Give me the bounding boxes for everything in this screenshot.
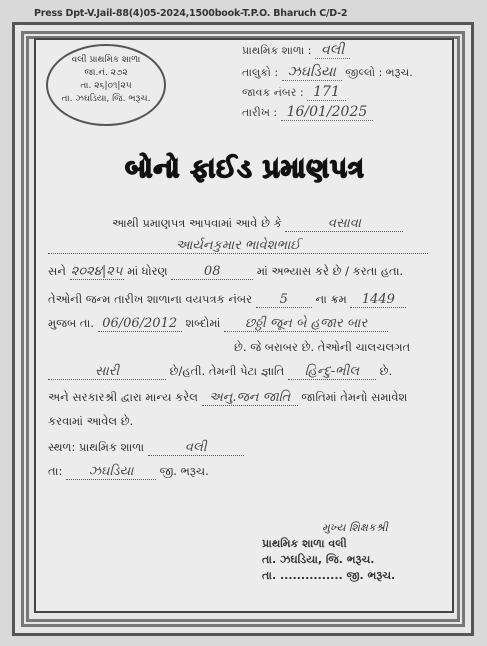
place-label: સ્થળ: પ્રાથમિક શાળા	[48, 440, 145, 454]
subcaste-label: છે/હતી. તેમની પેટા જ્ઞાતિ	[169, 364, 285, 378]
headmaster-signature: મુખ્ય શિક્ષકશ્રી	[322, 521, 388, 534]
studying-text: માં અભ્યાસ કરે છે / કરતા હતા.	[256, 264, 404, 278]
body-line-2	[48, 238, 428, 254]
press-line: Press Dpt-V.Jail-88(4)05-2024,1500book-T.P.O. Bharuch C/D-2	[34, 8, 348, 19]
register-text: તેઓની જન્મ તારીખ શાળાના વયપત્રક નંબર	[48, 292, 253, 306]
seal-number: જા.નં. ૨૭૨	[84, 68, 128, 78]
register-number-value: 5	[256, 292, 312, 308]
student-name-value: આર્યનકુમાર ભાવેશભાઈ	[48, 238, 428, 254]
school-row	[242, 42, 350, 58]
stamp-school: પ્રાથમિક શાળા વલી	[262, 537, 347, 550]
taluka-footer-label: તા:	[48, 464, 63, 478]
serial-number-value: 1449	[350, 292, 406, 308]
stamp-address: તા. ઝઘડિયા, જિ. ભરૂચ.	[262, 553, 375, 566]
place-value: વલી	[148, 440, 244, 456]
category-label: અને સરકારશ્રી દ્વારા માન્ય કરેલ	[48, 390, 198, 404]
dob-value: 06/06/2012	[98, 316, 182, 332]
body-line-5	[48, 316, 388, 332]
standard-value: 08	[171, 264, 253, 280]
year-label: સને	[48, 264, 66, 278]
seal-address: તા. ઝઘડિયા, જિ. ભરૂચ.	[61, 94, 151, 104]
seal-school-name: વલી પ્રાથમિક શાળા	[71, 55, 141, 65]
school-seal	[46, 44, 166, 126]
standard-label: માં ધોરણ	[127, 264, 168, 278]
dob-words-value: છઠ્ઠી જૂન બે હજાર બાર	[224, 316, 388, 332]
intro-text: આથી પ્રમાણપત્ર આપવામાં આવે છે કે	[112, 216, 282, 230]
subcaste-value: હિન્દુ-ભીલ	[288, 364, 376, 380]
school-value: વલી	[315, 42, 350, 59]
date-row	[242, 104, 373, 120]
taluka-row	[242, 64, 413, 80]
body-line-7	[48, 364, 392, 380]
taluka-line	[48, 464, 209, 480]
taluka-value: ઝઘડિયા	[282, 64, 342, 81]
taluka-label: તાલુકો :	[242, 66, 279, 79]
surname-value: વસાવા	[285, 216, 403, 232]
words-label: શબ્દોમાં	[185, 316, 221, 330]
district-label: જીલ્લો : ભરૂચ.	[345, 66, 413, 79]
body-line-8	[48, 390, 407, 406]
academic-year-value: ૨૦૨૪|૨૫	[70, 264, 123, 279]
date-value: 16/01/2025	[281, 104, 374, 121]
date-label: તારીખ :	[242, 106, 278, 119]
category-suffix: જાતિમાં તેમનો સમાવેશ	[301, 390, 408, 404]
subcaste-suffix: છે.	[379, 364, 393, 378]
serial-label: ના ક્રમ	[315, 292, 347, 306]
conduct-value: સારી	[48, 364, 166, 380]
body-line-9: કરવામાં આવેલ છે.	[48, 414, 134, 428]
headmaster-stamp	[262, 520, 395, 584]
outward-value: 171	[307, 84, 346, 101]
place-line	[48, 440, 244, 456]
outward-label: જાવક નંબર :	[242, 86, 304, 99]
district-footer: જી. ભરૂચ.	[159, 464, 209, 478]
category-value: અનુ.જન જાતિ	[202, 390, 298, 406]
body-line-3	[48, 264, 403, 280]
certificate-title: બોનો ફાઈડ પ્રમાણપત્ર	[125, 154, 365, 184]
seal-date: તા. ૨૬|૦૧|૨૫	[80, 81, 132, 91]
body-line-4	[48, 292, 406, 308]
outward-row	[242, 84, 346, 100]
taluka-footer-value: ઝઘડિયા	[66, 464, 156, 480]
body-line-6: છે. જે બરાબર છે. તેઓની ચાલચલગત	[234, 340, 411, 354]
dob-label: મુજબ તા.	[48, 316, 94, 330]
school-label: પ્રાથમિક શાળા :	[242, 44, 312, 57]
body-line-1	[112, 216, 403, 232]
stamp-taluka: તા. ............... જી. ભરૂચ.	[262, 569, 396, 582]
